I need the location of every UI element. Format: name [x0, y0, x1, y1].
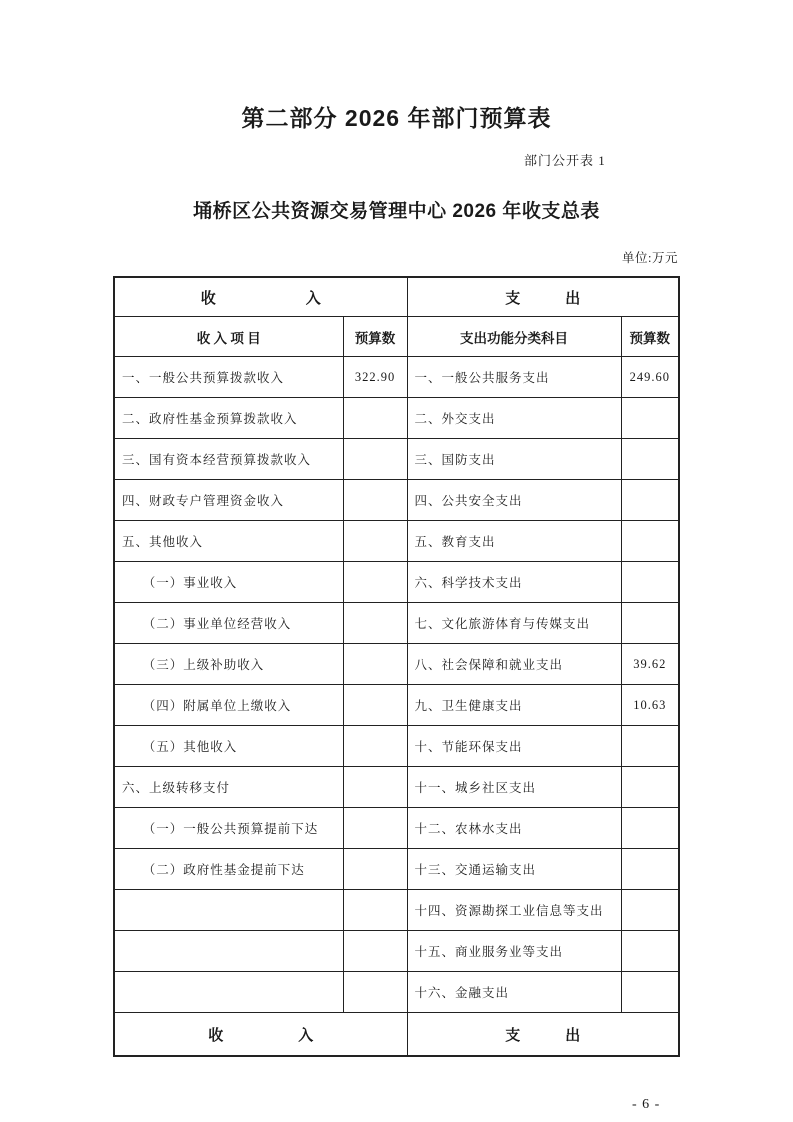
income-item-cell: （一）事业收入	[114, 562, 343, 603]
income-item-column-header: 收 入 项 目	[114, 317, 343, 357]
table-row	[114, 972, 679, 1013]
income-budget-cell	[343, 644, 407, 685]
expense-budget-cell	[621, 849, 679, 890]
column-header-row	[114, 317, 679, 357]
expense-item-cell: 十六、金融支出	[407, 972, 621, 1013]
table-row	[114, 808, 679, 849]
table-row	[114, 439, 679, 480]
expense-budget-cell	[621, 726, 679, 767]
income-item-cell: 一、一般公共预算拨款收入	[114, 357, 343, 398]
income-item-cell	[114, 931, 343, 972]
income-budget-cell	[343, 685, 407, 726]
section-header-row	[114, 277, 679, 317]
expense-item-cell: 十一、城乡社区支出	[407, 767, 621, 808]
expense-item-cell: 十三、交通运输支出	[407, 849, 621, 890]
table-row	[114, 644, 679, 685]
expense-item-column-header: 支出功能分类科目	[407, 317, 621, 357]
table-row	[114, 849, 679, 890]
expense-item-cell: 六、科学技术支出	[407, 562, 621, 603]
income-budget-cell	[343, 439, 407, 480]
expense-budget-cell: 39.62	[621, 644, 679, 685]
income-item-cell: 四、财政专户管理资金收入	[114, 480, 343, 521]
income-section-header: 收 入	[114, 277, 407, 317]
expense-budget-cell	[621, 767, 679, 808]
income-item-cell	[114, 890, 343, 931]
table-row	[114, 685, 679, 726]
table-row	[114, 480, 679, 521]
table-note: 部门公开表 1	[524, 153, 606, 168]
table-row	[114, 603, 679, 644]
expense-item-cell: 四、公共安全支出	[407, 480, 621, 521]
expense-budget-cell	[621, 480, 679, 521]
expense-budget-cell	[621, 603, 679, 644]
table-row	[114, 890, 679, 931]
expense-budget-cell	[621, 562, 679, 603]
footer-row	[114, 1013, 679, 1057]
income-budget-cell	[343, 398, 407, 439]
income-item-cell	[114, 972, 343, 1013]
table-row	[114, 357, 679, 398]
income-footer-cell: 收 入	[114, 1013, 407, 1057]
income-item-cell: （二）事业单位经营收入	[114, 603, 343, 644]
table-row	[114, 521, 679, 562]
expense-budget-cell: 249.60	[621, 357, 679, 398]
income-item-cell: （二）政府性基金提前下达	[114, 849, 343, 890]
page-title: 第二部分 2026 年部门预算表	[241, 105, 552, 131]
expense-budget-cell	[621, 808, 679, 849]
expense-item-cell: 九、卫生健康支出	[407, 685, 621, 726]
income-item-cell: （四）附属单位上缴收入	[114, 685, 343, 726]
expense-budget-cell	[621, 890, 679, 931]
expense-budget-cell	[621, 931, 679, 972]
income-budget-cell	[343, 890, 407, 931]
expense-item-cell: 八、社会保障和就业支出	[407, 644, 621, 685]
income-budget-cell	[343, 972, 407, 1013]
income-item-cell: 三、国有资本经营预算拨款收入	[114, 439, 343, 480]
income-budget-cell	[343, 726, 407, 767]
expense-item-cell: 一、一般公共服务支出	[407, 357, 621, 398]
expense-item-cell: 五、教育支出	[407, 521, 621, 562]
expense-item-cell: 二、外交支出	[407, 398, 621, 439]
table-row	[114, 767, 679, 808]
income-budget-cell	[343, 521, 407, 562]
income-item-cell: （五）其他收入	[114, 726, 343, 767]
expense-item-cell: 三、国防支出	[407, 439, 621, 480]
page-number: - 6 -	[632, 1097, 661, 1112]
expense-budget-cell	[621, 439, 679, 480]
expense-item-cell: 十五、商业服务业等支出	[407, 931, 621, 972]
expense-budget-cell	[621, 521, 679, 562]
income-budget-cell	[343, 562, 407, 603]
expense-item-cell: 十二、农林水支出	[407, 808, 621, 849]
expense-section-header: 支 出	[407, 277, 679, 317]
table-row	[114, 562, 679, 603]
table-row	[114, 398, 679, 439]
expense-budget-cell	[621, 972, 679, 1013]
table-title: 埇桥区公共资源交易管理中心 2026 年收支总表	[193, 201, 600, 222]
income-item-cell: （三）上级补助收入	[114, 644, 343, 685]
income-budget-column-header: 预算数	[343, 317, 407, 357]
income-budget-cell: 322.90	[343, 357, 407, 398]
expense-budget-column-header: 预算数	[621, 317, 679, 357]
expense-budget-cell: 10.63	[621, 685, 679, 726]
income-budget-cell	[343, 767, 407, 808]
income-budget-cell	[343, 603, 407, 644]
expense-item-cell: 十、节能环保支出	[407, 726, 621, 767]
income-item-cell: 六、上级转移支付	[114, 767, 343, 808]
income-item-cell: 二、政府性基金预算拨款收入	[114, 398, 343, 439]
expense-budget-cell	[621, 398, 679, 439]
expense-item-cell: 十四、资源勘探工业信息等支出	[407, 890, 621, 931]
income-budget-cell	[343, 480, 407, 521]
table-row	[114, 931, 679, 972]
income-budget-cell	[343, 849, 407, 890]
expense-footer-cell: 支 出	[407, 1013, 679, 1057]
income-item-cell: （一）一般公共预算提前下达	[114, 808, 343, 849]
table-row	[114, 726, 679, 767]
unit-label: 单位:万元	[622, 251, 678, 265]
expense-item-cell: 七、文化旅游体育与传媒支出	[407, 603, 621, 644]
budget-table	[113, 276, 680, 1057]
income-budget-cell	[343, 808, 407, 849]
income-budget-cell	[343, 931, 407, 972]
income-item-cell: 五、其他收入	[114, 521, 343, 562]
